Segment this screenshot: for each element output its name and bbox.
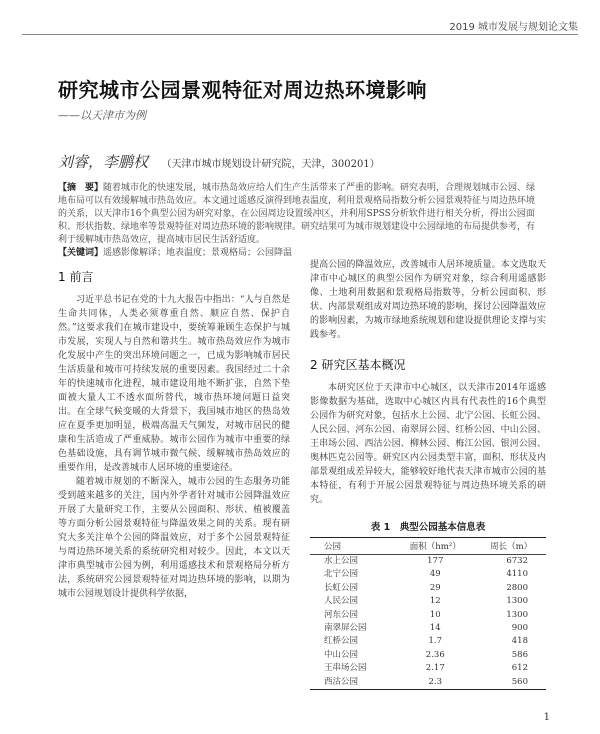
col-header-area: 面积（hm²） <box>394 538 476 555</box>
cell-area: 1.7 <box>428 636 443 647</box>
keywords-label: 【关键词】 <box>58 248 104 258</box>
section-study-area-title: 2 研究区基本概况 <box>310 358 406 372</box>
cell-perimeter: 1300 <box>506 596 528 607</box>
col-header-perimeter: 周长（m） <box>476 538 546 555</box>
cell-park: 中山公园 <box>324 649 359 660</box>
cell-park: 西沽公园 <box>310 676 394 690</box>
left-column <box>58 258 290 601</box>
author-affiliation: （天津市城市规划设计研究院，天津，300201） <box>161 159 380 170</box>
cell-area: 2.3 <box>394 676 476 690</box>
author-names: 刘睿，李鹏权 <box>58 153 149 171</box>
cell-park: 长虹公园 <box>324 582 359 593</box>
keywords-text: 遥感影像解译；地表温度；景观格局；公园降温 <box>103 248 293 258</box>
cell-park: 南翠屏公园 <box>324 623 367 634</box>
cell-area: 29 <box>429 582 441 593</box>
paper-title: 研究城市公园景观特征对周边热环境影响 <box>58 78 427 102</box>
table-row <box>310 555 546 569</box>
table-row <box>310 635 546 648</box>
cell-park: 北宁公园 <box>324 569 359 580</box>
table-row <box>310 582 546 595</box>
cell-park: 王串场公园 <box>324 663 367 674</box>
cell-park: 水上公园 <box>324 556 359 566</box>
cell-area: 2.36 <box>425 649 445 660</box>
table-row <box>310 662 546 675</box>
table-row <box>310 568 546 581</box>
cell-perimeter: 1300 <box>506 609 528 620</box>
cell-area: 12 <box>429 596 441 607</box>
cell-area: 14 <box>429 623 441 634</box>
intro-paragraph-1: 习近平总书记在党的十九大报告中指出：“人与自然是生命共同体，人类必须尊重自然、顺应自然、保护自然。”这要求我们在城市建设中，要统筹兼顾生态保护与城市发展，实现人与自然和谐共生。城市热岛效应作为城市化发展中产生的突出环境问题之一，已成为影响城市居民生活质量和城市可持续发展的重要因素。我国经过二十余年的快速城市化进程，城市建设用地不断扩张，自然下垫面被大量人工不透水面所替代，城市热环境问题日益突出。在全球气候变暖的大背景下，我国城市地区的热岛效应在夏季更加明显，极端高温天气频发，对城市居民的健康和生活造成了严重威胁。城市公园作为城市中重要的绿色基础设施，具有调节城市微气候、缓解城市热岛效应的重要作用，是改善城市人居环境的重要途径。 <box>58 295 290 473</box>
page-number: 1 <box>543 712 550 723</box>
cell-park: 红桥公园 <box>324 636 359 647</box>
col-header-park: 公园 <box>310 538 394 555</box>
cell-area: 2.17 <box>425 663 445 674</box>
cell-park: 人民公园 <box>324 596 359 607</box>
cell-area: 177 <box>427 556 444 566</box>
cell-perimeter: 4110 <box>506 569 528 580</box>
right-column <box>310 258 546 690</box>
abstract <box>58 182 543 247</box>
cell-perimeter: 900 <box>511 623 528 634</box>
cell-perimeter: 586 <box>511 649 528 660</box>
cell-area: 10 <box>429 609 441 620</box>
cell-perimeter: 612 <box>511 663 528 674</box>
table-row <box>310 649 546 662</box>
running-header: 2019 城市发展与规划论文集 <box>449 22 578 33</box>
abstract-block <box>58 182 543 260</box>
author-line <box>58 151 380 172</box>
cell-perimeter: 560 <box>476 676 546 690</box>
intro-paragraph-2: 随着城市规划的不断深入，城市公园的生态服务功能受到越来越多的关注，国内外学者针对城市公园降温效应开展了大量研究工作，主要从公园面积、形状、植被覆盖等方面分析公园景观特征与降温效果之间的关系。现有研究大多关注单个公园的降温效应，对于多个公园景观特征与周边热环境关系的系统研究相对较少。因此，本文以天津市典型城市公园为例，利用遥感技术和景观格局分析方法，系统研究公园景观特征对周边热环境的影响，以期为城市公园规划设计提供科学依据， <box>58 477 290 599</box>
cell-perimeter: 2800 <box>506 582 528 593</box>
abstract-text: 随着城市化的快速发展，城市热岛效应给人们生产生活带来了严重的影响。研究表明，合理规划城市公园、绿地布局可以有效缓解城市热岛效应。本文通过遥感反演得到地表温度，利用景观格局指数分析公园景观特征与周边热环境的关系，以天津市16个典型公园为研究对象，在公园周边设置缓冲区，并利用SPSS分析软件进行相关分析，得出公园面积、形状指数、绿地率等景观特征对周边热环境的影响规律。研究结果可为城市规划建设中公园绿地的布局提供参考，有利于缓解城市热岛效应，提高城市居民生活舒适度。 <box>58 183 536 245</box>
section-intro-title: 1 前言 <box>58 270 94 284</box>
paper-subtitle: ——以天津市为例 <box>58 109 146 122</box>
table-row <box>310 622 546 635</box>
table-header-row <box>310 538 546 555</box>
table-caption: 表 1 典型公园基本信息表 <box>370 522 486 533</box>
study-area-paragraph: 本研究区位于天津市中心城区，以天津市2014年遥感影像数据为基础，选取中心城区内具有代表性的16个典型公园作为研究对象，包括水上公园、北宁公园、长虹公园、人民公园、河东公园、南翠屏公园、红桥公园、中山公园、王串场公园、西沽公园、柳林公园、梅江公园、银河公园、奥林匹克公园等。研究区内公园类型丰富，面积、形状及内部景观组成差异较大，能够较好地代表天津市城市公园的基本特征，有利于开展公园景观特征与周边热环境关系的研究。 <box>310 383 546 505</box>
table-row <box>310 676 546 690</box>
intro-continuation: 提高公园的降温效应，改善城市人居环境质量。本文选取天津市中心城区的典型公园作为研究对象，综合利用遥感影像、土地利用数据和景观格局指数等，分析公园面积、形状、内部景观组成对周边热环境的影响，探讨公园降温效应的影响因素，为城市绿地系统规划和建设提供理论支撑与实践参考。 <box>310 260 546 340</box>
cell-area: 49 <box>429 569 441 580</box>
table-row <box>310 609 546 622</box>
table-row <box>310 595 546 608</box>
cell-park: 河东公园 <box>324 609 359 620</box>
park-info-table <box>310 537 546 690</box>
abstract-label: 【摘 要】 <box>58 183 104 193</box>
header-rule <box>22 34 578 35</box>
cell-perimeter: 418 <box>511 636 528 647</box>
cell-perimeter: 6732 <box>506 556 528 566</box>
